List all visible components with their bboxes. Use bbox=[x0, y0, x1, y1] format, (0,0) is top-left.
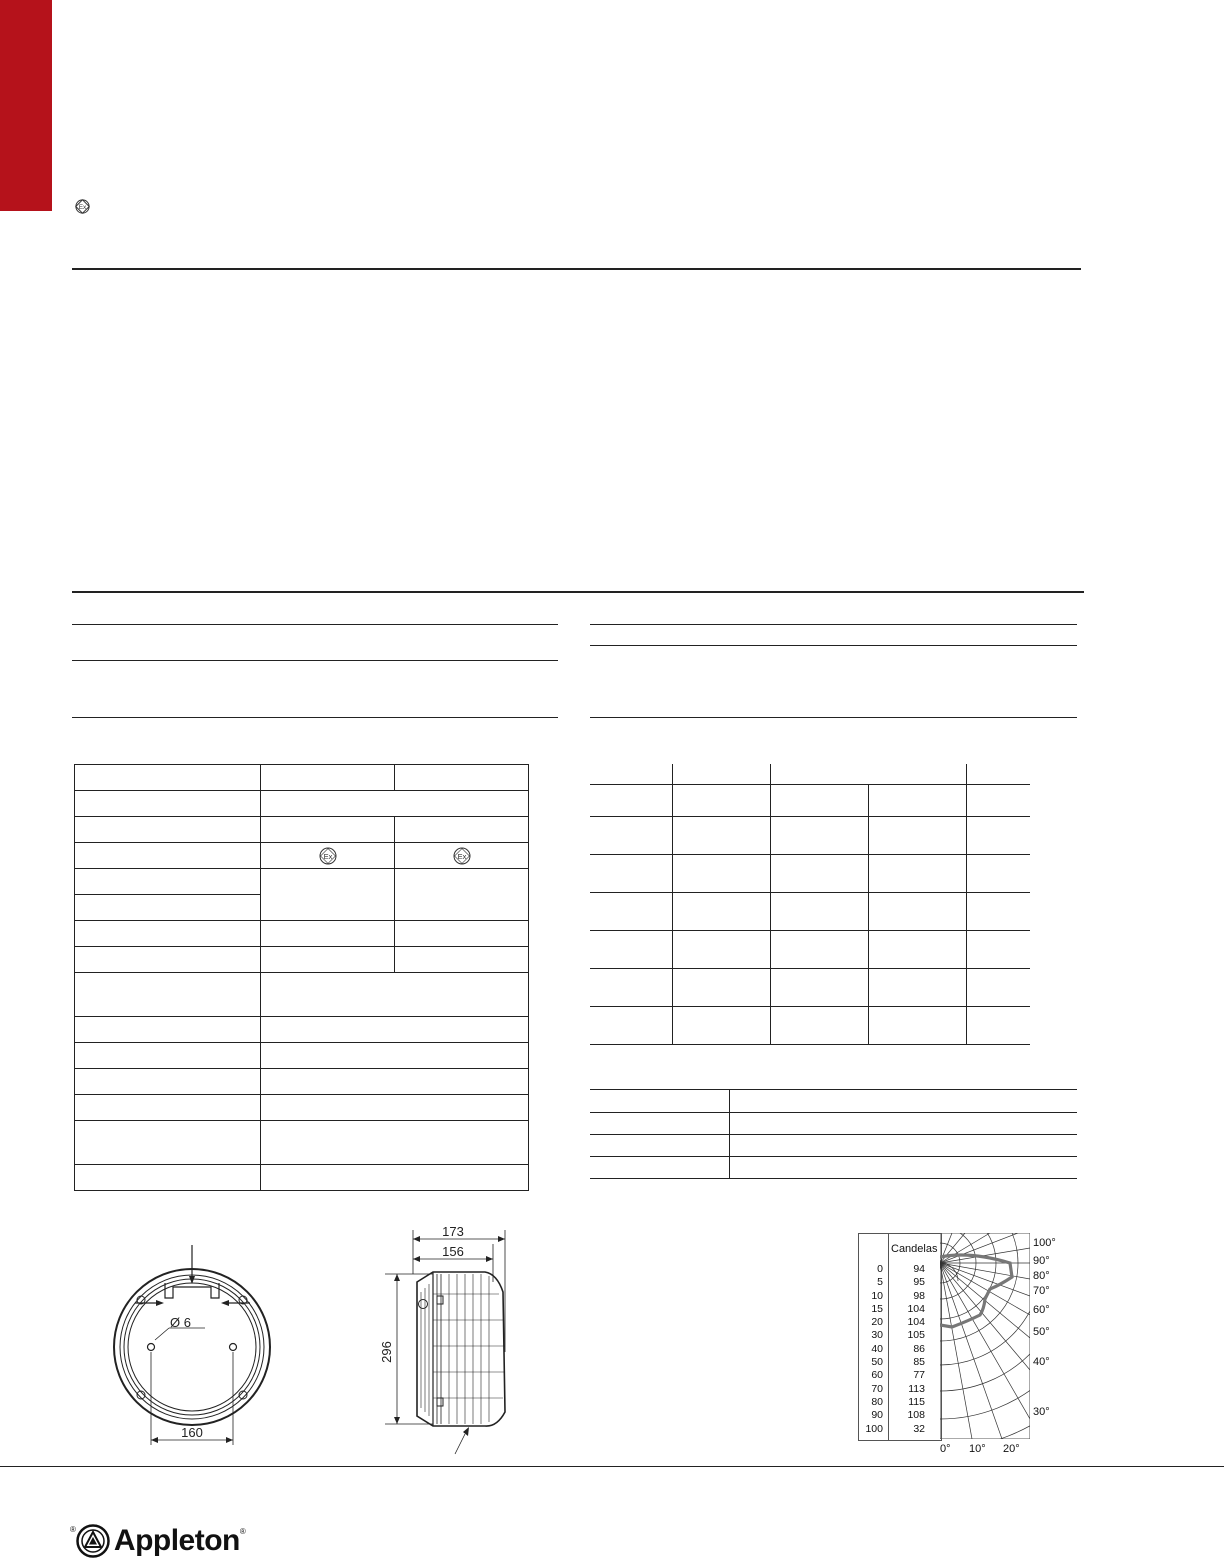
hole-diameter-label: Ø 6 bbox=[170, 1315, 191, 1330]
right-rule-2 bbox=[590, 645, 1077, 646]
left-rule-2 bbox=[72, 660, 558, 661]
candela-row bbox=[859, 1423, 941, 1436]
polar-angle-label: 70° bbox=[1033, 1285, 1050, 1297]
candela-value: 104 bbox=[907, 1302, 925, 1315]
candela-value: 104 bbox=[907, 1316, 925, 1329]
candela-value: 108 bbox=[907, 1409, 925, 1422]
candela-row bbox=[859, 1343, 941, 1356]
angle-value: 30 bbox=[871, 1329, 883, 1342]
polar-angle-label: 60° bbox=[1033, 1304, 1050, 1316]
candela-row bbox=[859, 1356, 941, 1369]
svg-text:Ex: Ex bbox=[457, 851, 466, 861]
candela-row bbox=[859, 1263, 941, 1276]
appleton-emblem-icon bbox=[76, 1524, 110, 1558]
candela-value: 86 bbox=[913, 1342, 925, 1355]
ordering-table bbox=[590, 1090, 1077, 1179]
logo-wordmark: Appleton bbox=[113, 1524, 240, 1557]
candela-row bbox=[859, 1409, 941, 1422]
total-depth-label: 173 bbox=[442, 1224, 464, 1239]
angle-value: 40 bbox=[871, 1342, 883, 1355]
logo-reg-mark-2: ® bbox=[239, 1526, 246, 1536]
candela-row bbox=[859, 1369, 941, 1382]
ex-mark-icon bbox=[75, 199, 90, 214]
candela-row bbox=[859, 1329, 941, 1342]
svg-text:Ex: Ex bbox=[323, 851, 332, 861]
left-rule-3 bbox=[72, 717, 558, 718]
ex-mark-icon bbox=[261, 847, 394, 865]
candela-value: 95 bbox=[913, 1276, 925, 1289]
angle-value: 15 bbox=[871, 1302, 883, 1315]
polar-angle-label: 80° bbox=[1033, 1270, 1050, 1282]
polar-angle-label: 50° bbox=[1033, 1326, 1050, 1338]
candela-row bbox=[859, 1276, 941, 1289]
body-depth-label: 156 bbox=[442, 1244, 464, 1259]
angle-value: 10 bbox=[871, 1289, 883, 1302]
ex-mark-icon bbox=[395, 847, 528, 865]
angle-value: 20 bbox=[871, 1316, 883, 1329]
polar-angle-label: 20° bbox=[1003, 1443, 1020, 1455]
lamp-table bbox=[590, 764, 1030, 1045]
candela-row bbox=[859, 1316, 941, 1329]
angle-value: 0 bbox=[877, 1263, 883, 1275]
section-divider-2 bbox=[72, 591, 1084, 593]
candela-value: 113 bbox=[908, 1382, 925, 1395]
appleton-logo bbox=[70, 1524, 246, 1558]
candela-table bbox=[858, 1233, 942, 1441]
section-divider-1 bbox=[72, 268, 1081, 270]
candela-row bbox=[859, 1290, 941, 1303]
section-tab bbox=[0, 0, 52, 211]
angle-value: 80 bbox=[871, 1395, 883, 1408]
candela-value: 98 bbox=[913, 1289, 925, 1302]
candela-value: 77 bbox=[913, 1369, 925, 1382]
polar-angle-label: 100° bbox=[1033, 1237, 1056, 1249]
left-rule-1 bbox=[72, 624, 558, 625]
spec-table bbox=[74, 764, 529, 1191]
candela-row bbox=[859, 1303, 941, 1316]
candela-row bbox=[859, 1396, 941, 1409]
candela-value: 85 bbox=[913, 1356, 925, 1369]
footer-rule bbox=[0, 1466, 1224, 1467]
side-view-drawing bbox=[375, 1222, 520, 1462]
candela-row bbox=[859, 1383, 941, 1396]
right-rule-1 bbox=[590, 624, 1077, 625]
front-view-drawing bbox=[105, 1240, 285, 1450]
candela-value: 115 bbox=[908, 1395, 925, 1408]
candela-value: 94 bbox=[913, 1263, 925, 1275]
candelas-header: Candelas bbox=[891, 1243, 938, 1255]
angle-value: 50 bbox=[871, 1356, 883, 1369]
height-label: 296 bbox=[379, 1341, 394, 1363]
candela-value: 32 bbox=[913, 1422, 925, 1435]
angle-value: 70 bbox=[871, 1382, 883, 1395]
svg-text:Ex: Ex bbox=[78, 204, 87, 211]
angle-value: 60 bbox=[871, 1369, 883, 1382]
candela-value: 105 bbox=[907, 1329, 925, 1342]
angle-value: 100 bbox=[865, 1422, 883, 1435]
logo-reg-mark: ® bbox=[70, 1524, 76, 1534]
mount-spacing-label: 160 bbox=[181, 1425, 203, 1440]
polar-angle-label: 40° bbox=[1033, 1356, 1050, 1368]
angle-value: 90 bbox=[871, 1409, 883, 1422]
polar-angle-label: 90° bbox=[1033, 1255, 1050, 1267]
right-rule-3 bbox=[590, 717, 1077, 718]
polar-angle-label: 10° bbox=[969, 1443, 986, 1455]
polar-angle-label: 30° bbox=[1033, 1406, 1050, 1418]
polar-angle-label: 0° bbox=[940, 1443, 951, 1455]
polar-diagram bbox=[940, 1233, 1030, 1439]
angle-value: 5 bbox=[877, 1276, 883, 1289]
